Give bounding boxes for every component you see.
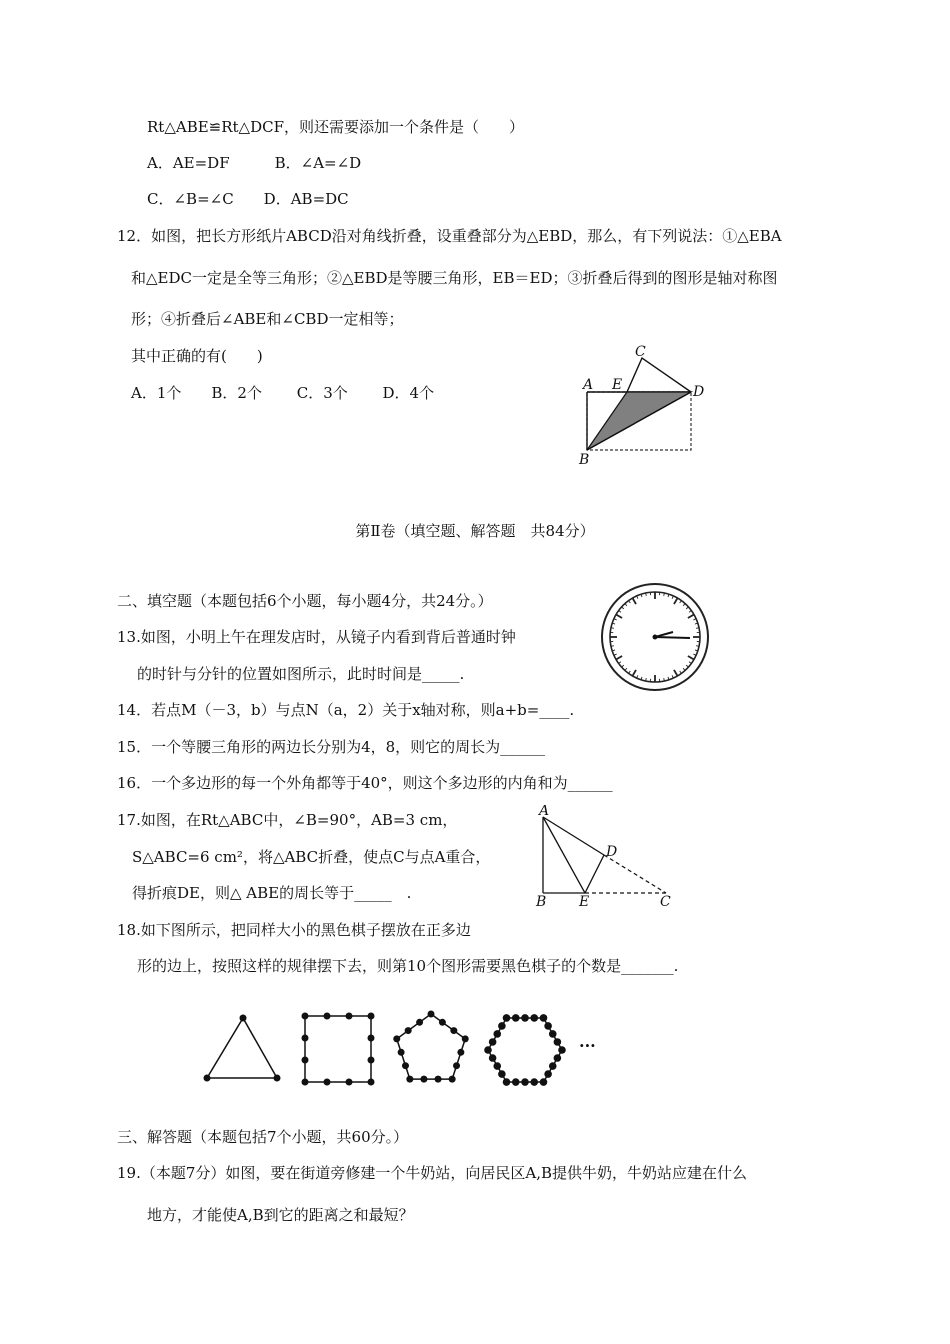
clock-tick <box>633 670 637 676</box>
q12-label-A: A <box>583 377 594 393</box>
chess-piece-dot <box>368 1013 375 1020</box>
q11-options-row2: C．∠B=∠C D．AB=DC <box>147 190 349 208</box>
clock-tick <box>616 615 622 619</box>
square-shape <box>305 1016 371 1082</box>
clock-tick <box>689 611 691 613</box>
q18-ellipsis: ··· <box>579 1036 596 1055</box>
chess-piece-dot <box>204 1075 211 1082</box>
chess-piece-dot <box>368 1057 375 1064</box>
chess-piece-dot <box>405 1027 412 1034</box>
q12-fold-figure <box>575 340 715 470</box>
chess-piece-dot <box>274 1075 281 1082</box>
q11-stem-continued: Rt△ABE≌Rt△DCF，则还需要添加一个条件是（ ） <box>147 118 525 136</box>
clock-tick <box>629 671 631 673</box>
q17-label-A: A <box>539 805 550 819</box>
q19-line2: 地方，才能使A,B到它的距离之和最短？ <box>147 1206 414 1224</box>
chess-piece-dot <box>435 1076 442 1083</box>
q18-polygon-sequence-figure <box>195 1008 615 1088</box>
chess-piece-dot <box>439 1019 446 1026</box>
chess-piece-dot <box>489 1054 497 1062</box>
chess-piece-dot <box>498 1022 506 1030</box>
clock-tick <box>646 593 647 596</box>
triangle-shape <box>207 1018 277 1078</box>
clock-tick <box>611 628 614 629</box>
clock-tick <box>622 607 624 609</box>
clock-tick <box>622 665 624 667</box>
chess-piece-dot <box>240 1015 247 1022</box>
chess-piece-dot <box>428 1011 435 1018</box>
chess-piece-dot <box>503 1078 511 1086</box>
chess-piece-dot <box>512 1014 520 1022</box>
chess-piece-dot <box>521 1078 529 1086</box>
chess-piece-dot <box>521 1014 529 1022</box>
chess-piece-dot <box>302 1035 309 1042</box>
q17-label-D: D <box>606 844 618 860</box>
q12-options: A．1个 B．2个 C．3个 D．4个 <box>131 384 435 402</box>
chess-piece-dot <box>302 1057 309 1064</box>
clock-tick <box>688 615 694 619</box>
chess-piece-dot <box>512 1078 520 1086</box>
chess-piece-dot <box>549 1062 557 1070</box>
q17-triangle-figure <box>530 805 680 910</box>
clock-tick <box>683 668 685 670</box>
chess-piece-dot <box>554 1038 562 1046</box>
q12-label-D: D <box>693 384 705 400</box>
clock-tick <box>688 656 694 660</box>
chess-piece-dot <box>457 1049 464 1056</box>
clock-tick <box>625 604 627 606</box>
clock-tick <box>680 671 682 673</box>
clock-tick <box>674 598 678 604</box>
chess-piece-dot <box>302 1013 309 1020</box>
q13-line2: 的时针与分针的位置如图所示，此时时间是_____. <box>137 665 465 683</box>
chess-piece-dot <box>530 1078 538 1086</box>
chess-piece-dot <box>368 1079 375 1086</box>
chess-piece-dot <box>540 1014 548 1022</box>
chess-piece-dot <box>449 1076 456 1083</box>
clock-tick <box>629 601 631 603</box>
q12-label-E: E <box>612 377 623 393</box>
chess-piece-dot <box>503 1014 511 1022</box>
q16: 16．一个多边形的每一个外角都等于40°，则这个多边形的内角和为______ <box>117 774 613 792</box>
chess-piece-dot <box>549 1030 557 1038</box>
q18-line2: 形的边上，按照这样的规律摆下去，则第10个图形需要黑色棋子的个数是_______. <box>137 957 679 975</box>
clock-tick <box>619 611 621 613</box>
chess-piece-dot <box>398 1049 405 1056</box>
chess-piece-dot <box>453 1062 460 1069</box>
chess-piece-dot <box>416 1019 423 1026</box>
q12-line2: 和△EDC一定是全等三角形；②△EBD是等腰三角形，EB＝ED；③折叠后得到的图形是轴对称图 <box>131 269 778 287</box>
clock-tick <box>686 665 688 667</box>
q14: 14．若点M（－3，b）与点N（a，2）关于x轴对称，则a+b=____. <box>117 701 575 719</box>
clock-tick <box>696 628 699 629</box>
q12-line4: 其中正确的有( ) <box>131 347 263 365</box>
pentagon-shape <box>397 1014 465 1079</box>
clock-tick <box>664 593 665 596</box>
q17-line2: S△ABC=6 cm²，将△ABC折叠，使点C与点A重合， <box>132 848 491 866</box>
q18-line1: 18.如下图所示，把同样大小的黑色棋子摆放在正多边 <box>117 921 471 939</box>
chess-piece-dot <box>489 1038 497 1046</box>
q12-label-B: B <box>579 452 590 468</box>
q17-label-B: B <box>536 894 547 910</box>
q17-line3: 得折痕DE，则△ ABE的周长等于_____ . <box>132 884 412 902</box>
chess-piece-dot <box>406 1076 413 1083</box>
clock-tick <box>683 604 685 606</box>
clock-tick <box>664 678 665 681</box>
q17-label-C: C <box>660 894 671 910</box>
chess-piece-dot <box>368 1035 375 1042</box>
q12-line1: 12．如图，把长方形纸片ABCD沿对角线折叠，设重叠部分为△EBD，那么，有下列说法：①△EBA <box>117 227 782 245</box>
clock-tick <box>611 646 614 647</box>
q13-clock-figure <box>598 580 712 694</box>
chess-piece-dot <box>324 1013 331 1020</box>
q11-options-row1: A．AE=DF B．∠A=∠D <box>147 154 362 172</box>
chess-piece-dot <box>554 1054 562 1062</box>
clock-tick <box>686 607 688 609</box>
q15: 15．一个等腰三角形的两边长分别为4，8，则它的周长为______ <box>117 738 546 756</box>
chess-piece-dot <box>402 1062 409 1069</box>
clock-tick <box>616 656 622 660</box>
q13-line1: 13.如图，小明上午在理发店时，从镜子内看到背后普通时钟 <box>117 628 516 646</box>
chess-piece-dot <box>558 1046 566 1054</box>
q19-line1: 19.（本题7分）如图，要在街道旁修建一个牛奶站，向居民区A,B提供牛奶，牛奶站应建在什么 <box>117 1164 748 1182</box>
chess-piece-dot <box>346 1013 353 1020</box>
q17-label-E: E <box>579 894 590 910</box>
q12-line3: 形；④折叠后∠ABE和∠CBD一定相等； <box>131 310 404 328</box>
clock-tick <box>674 670 678 676</box>
section2-heading: 二、填空题（本题包括6个小题，每小题4分，共24分。） <box>117 592 493 610</box>
clock-tick <box>625 668 627 670</box>
q12-label-C: C <box>635 344 646 360</box>
clock-tick <box>633 598 637 604</box>
clock-tick <box>689 662 691 664</box>
chess-piece-dot <box>484 1046 492 1054</box>
chess-piece-dot <box>462 1035 469 1042</box>
section3-heading: 三、解答题（本题包括7个小题，共60分。） <box>117 1128 409 1146</box>
chess-piece-dot <box>493 1030 501 1038</box>
chess-piece-dot <box>393 1035 400 1042</box>
chess-piece-dot <box>498 1070 506 1078</box>
chess-piece-dot <box>346 1079 353 1086</box>
clock-tick <box>646 678 647 681</box>
chess-piece-dot <box>544 1070 552 1078</box>
chess-piece-dot <box>493 1062 501 1070</box>
q17-line1: 17.如图，在Rt△ABC中，∠B=90°，AB=3 cm， <box>117 811 458 829</box>
chess-piece-dot <box>420 1076 427 1083</box>
clock-tick <box>619 662 621 664</box>
part2-title: 第Ⅱ卷（填空题、解答题 共84分） <box>355 522 595 540</box>
chess-piece-dot <box>544 1022 552 1030</box>
chess-piece-dot <box>324 1079 331 1086</box>
chess-piece-dot <box>530 1014 538 1022</box>
clock-tick <box>696 646 699 647</box>
clock-tick <box>680 601 682 603</box>
chess-piece-dot <box>540 1078 548 1086</box>
chess-piece-dot <box>302 1079 309 1086</box>
chess-piece-dot <box>450 1027 457 1034</box>
